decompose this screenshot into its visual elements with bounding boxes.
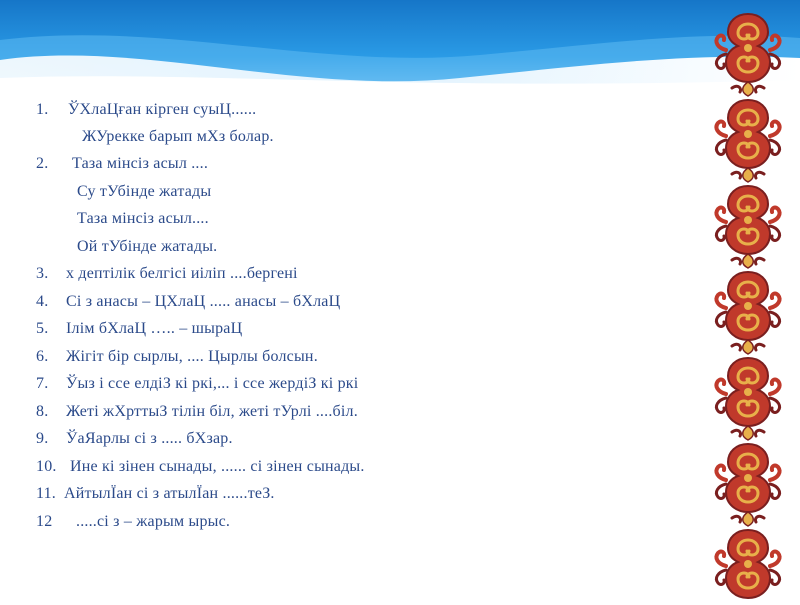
item-text: Таза мінсіз асыл.... <box>77 210 209 227</box>
item-number: 2. <box>36 155 49 172</box>
item-number: 9. <box>36 430 49 447</box>
item-text: ЎХлаЦған кірген суыЦ...... <box>68 101 257 118</box>
item-text: Ўыз і ссе елдіЗ кі ркі,... і ссе жердіЗ кі ркі <box>66 375 359 392</box>
item-text: Су тУбінде жатады <box>77 183 212 200</box>
item-text: ЎаЯарлы сі з ..... бХзар. <box>66 430 233 447</box>
item-text: х дептілік белгісі иіліп ....бергені <box>66 265 298 282</box>
item-text: .....сі з – жарым ырыс. <box>76 513 231 530</box>
header-banner <box>0 0 800 95</box>
item-number: 10. <box>36 458 57 475</box>
item-number: 1. <box>36 101 49 118</box>
item-text: Сі з анасы – ЦХлаЦ ..... анасы – бХлаЦ <box>66 293 341 310</box>
item-text: Ине кі зінен сынады, ...... сі зінен сынады. <box>70 458 365 475</box>
item-number: 4. <box>36 293 49 310</box>
item-text: Жеті жХрттыЗ тілін біл, жеті тУрлі ....біл. <box>66 403 358 420</box>
item-number: 11. <box>36 485 57 502</box>
item-number: 12 <box>36 513 53 530</box>
item-text: Таза мінсіз асыл .... <box>72 155 209 172</box>
item-number: 6. <box>36 348 49 365</box>
item-text: Ой тУбінде жатады. <box>77 238 218 255</box>
item-text: Ілім бХлаЦ ….. – шыраЦ <box>66 320 243 337</box>
banner-wave-graphic <box>0 0 800 95</box>
item-text: ЖУрекке барып мХз болар. <box>82 128 274 145</box>
item-number: 5. <box>36 320 49 337</box>
item-number: 3. <box>36 265 49 282</box>
item-number: 7. <box>36 375 49 392</box>
item-number: 8. <box>36 403 49 420</box>
item-text: Жігіт бір сырлы, .... Цырлы болсын. <box>66 348 318 365</box>
kazakh-ornament-border-icon <box>712 10 784 600</box>
item-text: АйтылЇан сі з атылЇан ......теЗ. <box>64 485 275 502</box>
